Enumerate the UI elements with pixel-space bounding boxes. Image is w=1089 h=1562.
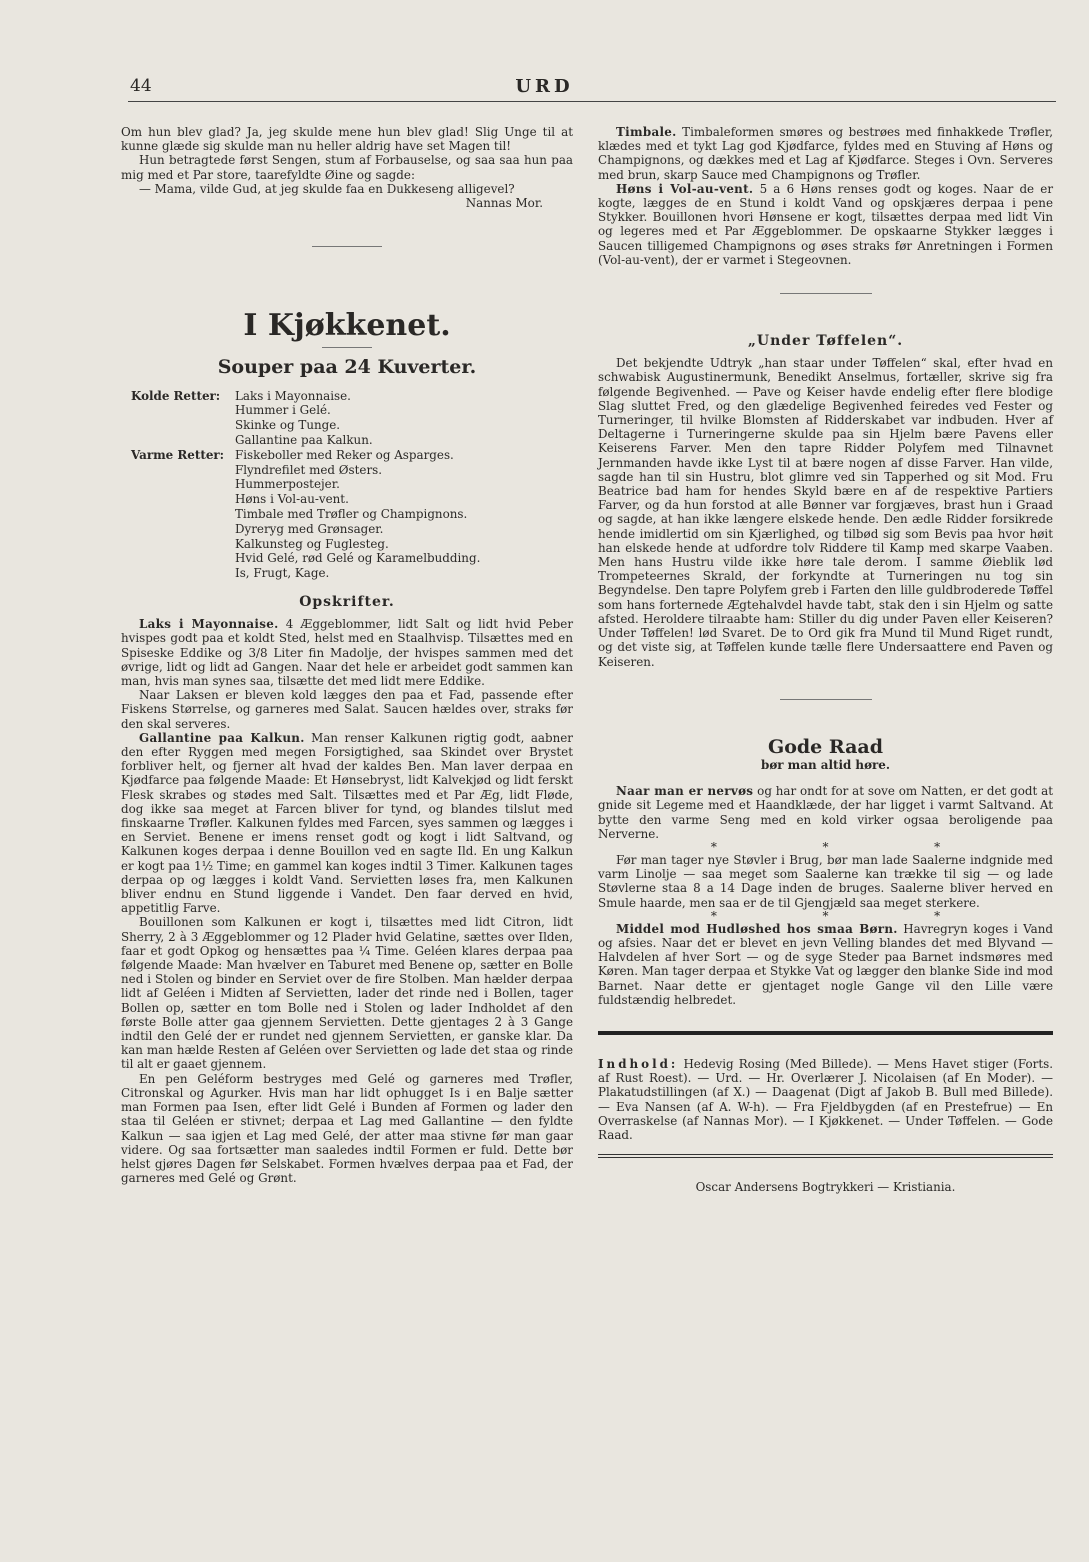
menu-warm xyxy=(131,448,573,581)
menu-label: Kolde Retter: xyxy=(131,388,221,403)
menu-item: Flyndrefilet med Østers. xyxy=(235,462,383,477)
menu-item: Hummerpostejer. xyxy=(235,477,340,492)
star: * xyxy=(822,908,829,923)
menu-item: Dyreryg med Grønsager. xyxy=(235,521,384,536)
recipe-text: 4 Æggeblommer, lidt Salt og lidt hvid Peber hvispes godt paa et koldt Sted, helst med en Staalhvisp. Tilsættes med en Spiseske Eddike og 3/8 Liter fin Madolje, der hvispes sammen med det øvrige, lidt og lidt ad Gangen. Naar det hele er arbeidet godt sammen kan man, hvis man synes saa, tilsætte det med lidt mere Eddike. xyxy=(121,617,574,688)
raad-heading: Naar man er nervøs xyxy=(616,784,754,799)
story-paragraph: Om hun blev glad? Ja, jeg skulde mene hun blev glad! Slig Unge til at kunne glæde sig skulde man nu heller aldrig have set Magen til! xyxy=(121,125,573,154)
raad-text: Havregryn koges i Vand og afsies. Naar det er blevet en jevn Velling blandes det med Blyvand — Halvdelen af hver Sort — og de syge Steder paa Barnet indsmøres med Køren. Man tager derpaa et Stykke Vat og lægger den blanke Side ind mod Barnet. Naar dette er gjentaget nogle Gange vil den Lille være fuldstændig helbredet. xyxy=(598,921,1054,1007)
menu-item: Kalkunsteg og Fuglesteg. xyxy=(235,536,389,551)
menu-item: Timbale med Trøfler og Champignons. xyxy=(235,507,468,521)
menu-item: Høns i Vol-au-vent. xyxy=(235,492,349,507)
recipes-title: Opskrifter. xyxy=(299,593,395,610)
story-paragraph: Hun betragtede først Sengen, stum af Forbauselse, og saa saa hun paa mig med et Par store, taarefyldte Øine og sagde: xyxy=(121,153,573,182)
recipe-paragraph: Naar Laksen er bleven kold lægges den paa et Fad, passende efter Fiskens Størrelse, og garneres med Salat. Saucen hældes over, straks før den skal serveres. xyxy=(121,688,573,731)
contents-text: Hedevig Rosing (Med Billede). — Mens Havet stiger (Forts. af Rust Roest). — Urd. — Hr. Overlærer J. Nicolaisen (af En Moder). — Plakatudstillingen (af X.) — Daagenat (Digt af Jakob B. Bull med Billede). — Eva Nansen (af A. W-h). — Fra Fjeldbygden (af en Prestefrue) — En Overraskelse (af Nannas Mor). — I Kjøkkenet. — Under Tøffelen. — Gode Raad. xyxy=(598,1056,1054,1142)
menu-item: Is, Frugt, Kage. xyxy=(235,566,330,581)
right-column xyxy=(598,125,1053,1194)
story-paragraph: — Mama, vilde Gud, at jeg skulde faa en Dukkeseng alligevel? xyxy=(139,181,515,196)
raad-text: og har ondt for at sove om Natten, er det godt at gnide sit Legeme med et Haandklæde, der har ligget i varmt Saltvand. At bytte den varme Seng med en kold virker ogsaa beroligende paa Nerverne. xyxy=(598,784,1054,841)
raad-2: Før man tager nye Støvler i Brug, bør man lade Saalerne indgnide med varm Linolje — saa meget som Saalerne kan trække til sig — og lade Støvlerne staa 8 a 14 Dage inden de bruges. Saalerne bliver herved en Smule haarde, men saa er de til Gjengjæld saa meget sterkere. xyxy=(598,852,1053,910)
recipe-gallantine xyxy=(121,731,573,916)
section-divider xyxy=(312,246,382,247)
menu-label: Varme Retter: xyxy=(131,447,225,462)
menu-item: Fiskeboller med Reker og Asparges. xyxy=(235,447,454,462)
raad-1 xyxy=(598,784,1053,841)
recipe-paragraph: En pen Geléform bestryges med Gelé og garneres med Trøfler, Citronskal og Agurker. Hvis man har lidt ophugget Is i en Balje sætter man Formen paa Isen, efter lidt Gelé i Bunden af Formen og lader den staa til Geléen er stivnet; derpaa et Lag med Gallantine — den fyldte Kalkun — saa igjen et Lag med Gelé, der atter maa stivne før man gaar videre. Og saa fortsætter man saaledes indtil Formen er fuld. Dette bør helst gjøres Dagen før Selskabet. Formen hvælves derpaa paa et Fad, der garneres med Gelé og Grønt. xyxy=(121,1071,573,1186)
story-signature: Nannas Mor. xyxy=(465,196,543,211)
star: * xyxy=(822,839,829,854)
star-separator xyxy=(598,910,1053,922)
menu-item: Hvid Gelé, rød Gelé og Karamelbudding. xyxy=(235,551,481,566)
menu-items xyxy=(235,448,480,581)
footer-rule xyxy=(598,1157,1053,1158)
raad-subtitle: bør man altid høre. xyxy=(761,757,890,772)
recipe-hons xyxy=(598,182,1053,267)
star: * xyxy=(710,908,717,923)
header-rule xyxy=(128,101,1056,102)
raad-heading: Middel mod Hudløshed hos smaa Børn. xyxy=(616,921,898,936)
contents-rule xyxy=(598,1031,1053,1035)
raad-3 xyxy=(598,922,1053,1007)
menu-item: Laks i Mayonnaise. xyxy=(235,388,351,403)
star: * xyxy=(934,908,941,923)
recipe-heading: Laks i Mayonnaise. xyxy=(139,617,279,632)
recipe-heading: Timbale. xyxy=(616,125,677,139)
menu-cold xyxy=(131,389,573,448)
raad-title: Gode Raad xyxy=(767,735,884,758)
contents xyxy=(598,1057,1053,1142)
section-divider xyxy=(780,293,872,294)
recipe-heading: Gallantine paa Kalkun. xyxy=(139,730,305,745)
footer-rule xyxy=(598,1154,1053,1155)
toffel-text: Det bekjendte Udtryk „han staar under Tøffelen“ skal, efter hvad en schwabisk Augustinermunk, Benedikt Anselmus, fortæller, skrive sig fra følgende Begivenhed. — Pave og Keiser havde endelig efter flere blodige Slag sluttet Fred, og den glædelige Begivenhed feiredes ved Fester og Turneringer, til hvilke Blomsten af Ridderskabet var indbuden. Hver af Deltagerne i Turneringerne skulde paa sin Hjelm bære Pavens eller Keiserens Farver. Men den tapre Ridder Polyfem med Tilnavnet Jernmanden havde ikke Lyst til at bære nogen af disse Farver. Han vilde, sagde han til sin Hustru, blot glimre ved sin Tapperhed og sit Mod. Fru Beatrice bad ham for hendes Skyld bære en af de respektive Partiers Farver, og da hun forstod at alle Bønner var forgjæves, brast hun i Graad og sagde, at han ikke længere elskede hende. Den ædle Ridder forsikrede hende imidlertid om sin Kjærlighed, og tilbød sig som Bevis paa hvor høit han elskede hende at udfordre tolv Riddere til Kamp med skarpe Vaaben. Men hans Hustru vilde ikke høre tale derom. I samme Øieblik lød Trompeteernes Skrald, der forkyndte at Turneringen nu tog sin Begyndelse. Den tapre Polyfem greb i Farten den lille guldbroderede Tøffel som hans forternede Ægtehalvdel havde tabt, stak den i sin Hjelm og satte afsted. Heroldere tilraabte ham: Stiller du dig under Paven eller Keiseren? Under Tøffelen! lød Svaret. De to Ord gik fra Mund til Mund Riget rundt, og det viste sig, at Tøffelen kunde tælle flere Undersaattere end Paven og Keiseren. xyxy=(598,356,1053,669)
printer-line: Oscar Andersens Bogtrykkeri — Kristiania. xyxy=(695,1180,956,1195)
menu-item: Skinke og Tunge. xyxy=(235,418,341,433)
menu-items xyxy=(235,389,373,448)
kitchen-title: I Kjøkkenet. xyxy=(243,308,451,344)
section-divider xyxy=(780,699,872,700)
menu-item: Hummer i Gelé. xyxy=(235,403,331,418)
menu xyxy=(121,389,573,581)
souper-title: Souper paa 24 Kuverter. xyxy=(217,356,477,379)
recipe-laks xyxy=(121,617,573,688)
toffel-title: „Under Tøffelen“. xyxy=(747,333,904,350)
star: * xyxy=(710,839,717,854)
contents-label: Indhold: xyxy=(598,1056,679,1071)
recipe-text: Man renser Kalkunen rigtig godt, aabner den efter Ryggen med megen Forsigtighed, saa Skindet over Brystet forbliver helt, og fjerner alt hvad der kaldes Ben. Man laver derpaa en Kjødfarce paa følgende Maade: Et Hønsebryst, lidt Kalvekjød og lidt ferskt Flesk skrabes og stødes med Salt. Tilsættes med et Par Æg, lidt Fløde, dog ikke saa meget at Farcen bliver for tynd, og blandes tilslut med finskaarne Trøfler. Kalkunen fyldes med Farcen, syes sammen og lægges i en Serviet. Benene er imens renset godt og kogt i lidt Saltvand, og Kalkunen koges derpaa i denne Bouillon ved en sagte Ild. En ung Kalkun er kogt paa 1½ Time; en gammel kan koges indtil 3 Timer. Kalkunen tages derpaa op og lægges i koldt Vand. Servietten løses fra, men Kalkunen bliver endnu en Stund liggende i Vandet. Den faar derved en hvid, appetitlig Farve. xyxy=(121,730,573,916)
recipe-timbale xyxy=(598,125,1053,182)
page-number: 44 xyxy=(130,76,152,96)
menu-item: Gallantine paa Kalkun. xyxy=(235,433,373,448)
star: * xyxy=(934,839,941,854)
recipe-paragraph: Bouillonen som Kalkunen er kogt i, tilsættes med lidt Citron, lidt Sherry, 2 à 3 Æggeblommer og 12 Plader hvid Gelatine, sættes over Ilden, faar et godt Opkog og hensættes paa ¼ Time. Geléen klares derpaa paa følgende Maade: Man hvælver en Taburet med Benene op, sætter en Bolle ned i Stolen og binder en Serviet over de fire Stolben. Man hælder derpaa lidt af Geléen i Midten af Servietten, lader det rinde ned i Bollen, tager Bollen op, sætter en tom Bolle ned i Stolen og lader Indholdet af den første Bolle atter gaa gjennem Servietten. Dette gjentages 2 à 3 Gange indtil den Gelé der er rundet ned gjennem Servietten, er ganske klar. Da kan man hælde Resten af Geléen over Servietten og lade det staa og rinde til alt er gaaet gjennem. xyxy=(121,915,573,1072)
recipe-heading: Høns i Vol-au-vent. xyxy=(616,181,754,196)
left-column xyxy=(121,125,573,1185)
masthead-title: URD xyxy=(515,76,574,97)
recipe-text: 5 a 6 Høns renses godt og koges. Naar de er kogte, lægges de en Stund i koldt Vand og opskjæres derpaa i pene Stykker. Bouillonen hvori Hønsene er kogt, tilsættes derpaa med lidt Vin og legeres med et Par Æggeblommer. De opskaarne Stykker lægges i Saucen tilligemed Champignons og øses straks før Anretningen i Formen (Vol-au-vent), der er varmet i Stegeovnen. xyxy=(598,181,1053,267)
recipe-text: Timbaleformen smøres og bestrøes med finhakkede Trøfler, klædes med et tykt Lag god Kjødfarce, fyldes med en Stuving af Høns og Champignons, og dækkes med et Lag af Kjødfarce. Steges i Ovn. Serveres med brun, skarp Sauce med Champignons og Trøfler. xyxy=(598,125,1054,182)
star-separator xyxy=(598,841,1053,853)
title-divider xyxy=(322,347,372,348)
